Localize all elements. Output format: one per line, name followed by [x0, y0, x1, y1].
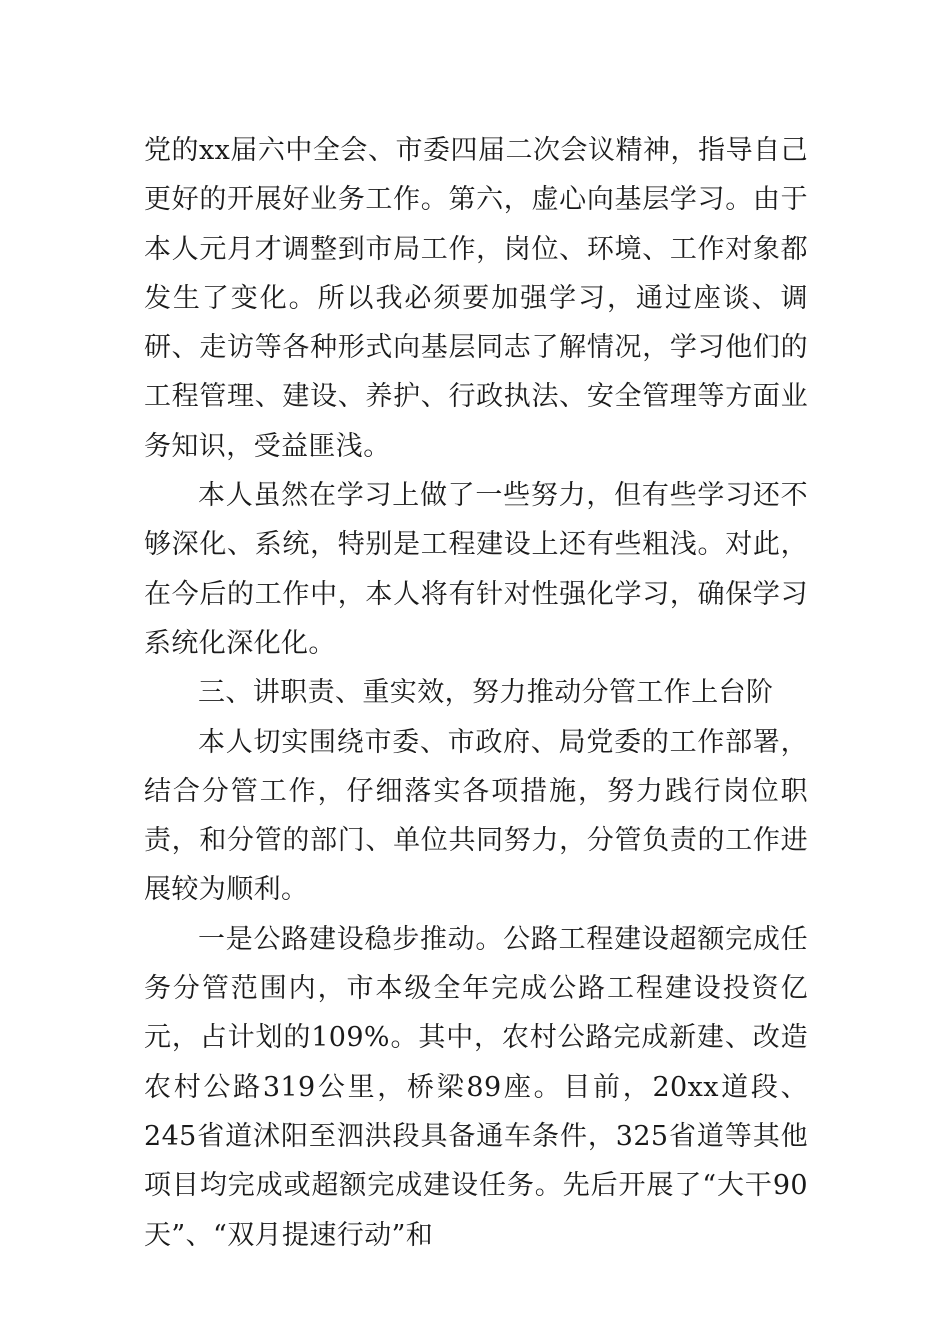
section-heading-three: 三、讲职责、重实效，努力推动分管工作上台阶 [198, 677, 774, 709]
paragraph-road-construction: 一是公路建设稳步推动。公路工程建设超额完成任务分管范围内，市本级全年完成公路工程建设投资亿元，占计划的109%。其中，农村公路完成新建、改造农村公路319公里，桥梁89座。目前，20xx道段、245省道沭阳至泗洪段具备通车条件，325省道等其他项目均完成或超额完成建设任务。先后开展了“大干90天”、“双月提速行动”和 [144, 923, 808, 1251]
paragraph-duties: 本人切实围绕市委、市政府、局党委的工作部署，结合分管工作，仔细落实各项措施，努力践行岗位职责，和分管的部门、单位共同努力，分管负责的工作进展较为顺利。 [144, 726, 808, 906]
paragraph-continuation: 党的xx届六中全会、市委四届二次会议精神，指导自己更好的开展好业务工作。第六，虚心向基层学习。由于本人元月才调整到市局工作，岗位、环境、工作对象都发生了变化。所以我必须要加强学习，通过座谈、调研、走访等各种形式向基层同志了解情况，学习他们的工程管理、建设、养护、行政执法、安全管理等方面业务知识，受益匪浅。 [144, 135, 808, 462]
document-body [144, 126, 808, 1260]
paragraph-learning-shortcomings: 本人虽然在学习上做了一些努力，但有些学习还不够深化、系统，特别是工程建设上还有些粗浅。对此，在今后的工作中，本人将有针对性强化学习，确保学习系统化深化化。 [144, 480, 808, 659]
